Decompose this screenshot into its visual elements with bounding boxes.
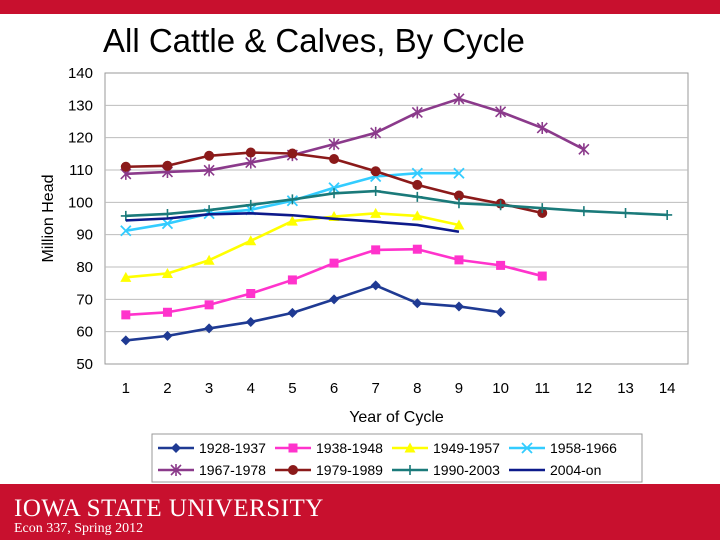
data-point-1979-1989 (371, 166, 381, 176)
data-point-1979-1989 (121, 162, 131, 172)
x-tick-label: 12 (575, 380, 593, 397)
legend-label: 1990-2003 (433, 462, 500, 478)
data-point-1979-1989 (412, 180, 422, 190)
x-tick-label: 3 (204, 380, 214, 397)
y-tick-label: 100 (67, 194, 93, 212)
data-point-1938-1948 (330, 259, 339, 268)
legend-marker (288, 465, 298, 475)
legend-label: 2004-on (550, 462, 602, 478)
x-tick-label: 8 (413, 380, 422, 397)
data-point-1979-1989 (204, 151, 214, 161)
x-tick-label: 1 (121, 380, 130, 397)
legend-label: 1938-1948 (316, 440, 383, 456)
y-tick-label: 110 (69, 162, 93, 179)
university-wordmark: IOWA STATE UNIVERSITY (14, 495, 324, 522)
legend-label: 1958-1966 (550, 440, 617, 456)
x-tick-label: 10 (492, 380, 509, 397)
y-tick-label: 60 (76, 323, 93, 341)
y-tick-label: 80 (76, 259, 93, 276)
y-tick-label: 120 (67, 129, 93, 147)
data-point-1938-1948 (205, 300, 214, 309)
data-point-1979-1989 (246, 148, 256, 158)
x-tick-label: 2 (163, 380, 172, 397)
y-tick-label: 90 (76, 226, 93, 244)
x-tick-label: 5 (288, 380, 297, 397)
x-tick-label: 14 (658, 380, 676, 397)
y-tick-label: 130 (67, 97, 93, 115)
data-point-1979-1989 (329, 154, 339, 164)
y-tick-label: 140 (67, 65, 93, 82)
x-tick-label: 11 (534, 380, 551, 397)
x-tick-label: 13 (617, 380, 634, 397)
data-point-1938-1948 (163, 308, 172, 317)
x-tick-label: 6 (329, 380, 339, 397)
y-tick-label: 70 (76, 291, 93, 309)
course-label: Econ 337, Spring 2012 (14, 521, 144, 536)
data-point-1938-1948 (121, 310, 130, 319)
legend-label: 1949-1957 (433, 440, 500, 456)
x-tick-label: 7 (371, 380, 380, 397)
data-point-1938-1948 (413, 245, 422, 254)
y-axis-label: Million Head (40, 174, 57, 263)
data-point-1938-1948 (538, 272, 547, 281)
data-point-1938-1948 (288, 275, 297, 284)
legend-label: 1928-1937 (199, 440, 266, 456)
data-point-1979-1989 (287, 149, 297, 159)
x-axis-label: Year of Cycle (349, 409, 444, 426)
legend-label: 1967-1978 (199, 462, 266, 478)
x-tick-label: 4 (246, 380, 255, 397)
x-tick-label: 9 (454, 380, 464, 397)
legend-marker (289, 444, 298, 453)
data-point-1938-1948 (454, 255, 463, 264)
top-accent-bar (0, 0, 720, 14)
y-tick-label: 50 (76, 356, 93, 373)
data-point-1979-1989 (162, 161, 172, 171)
data-point-1938-1948 (371, 245, 380, 254)
legend-label: 1979-1989 (316, 462, 383, 478)
data-point-1938-1948 (246, 289, 255, 298)
data-point-1938-1948 (496, 261, 505, 270)
slide-title: All Cattle & Calves, By Cycle (103, 22, 525, 59)
cattle-cycle-chart (0, 60, 720, 486)
